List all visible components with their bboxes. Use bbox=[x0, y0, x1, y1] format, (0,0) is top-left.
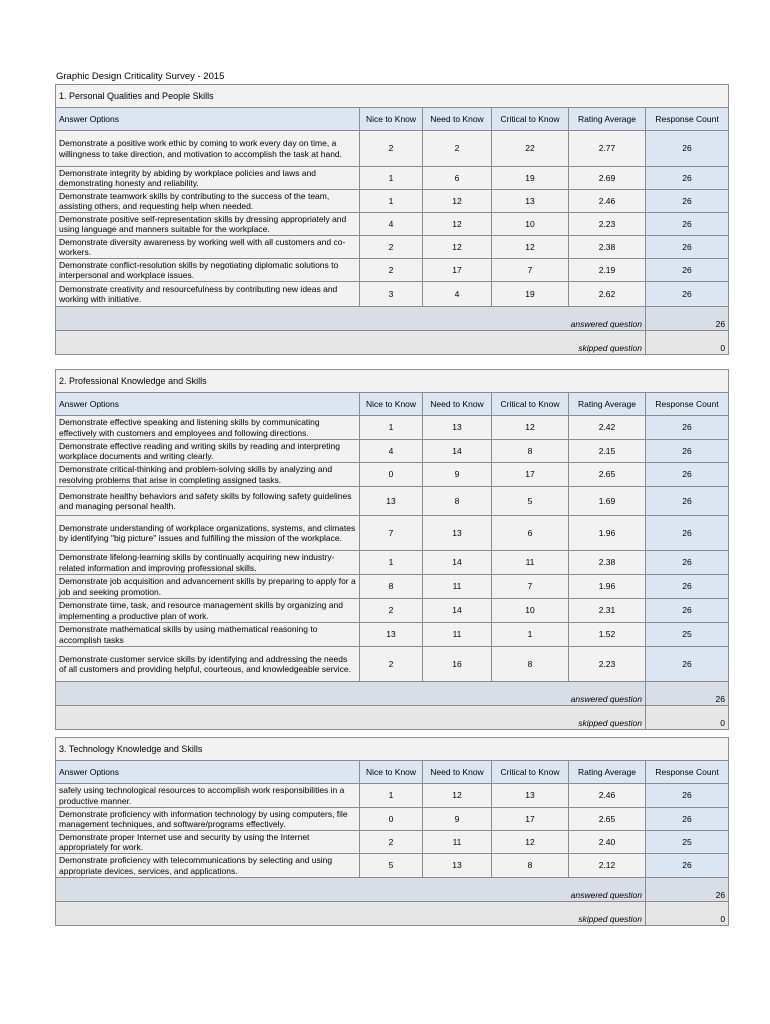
section-professional-knowledge bbox=[55, 369, 728, 730]
answer-option: Demonstrate lifelong-learning skills by continually acquiring new industry-related information and improving professional skills. bbox=[56, 551, 360, 575]
table-row bbox=[56, 213, 729, 236]
answer-option: Demonstrate healthy behaviors and safety skills by following safety guidelines and managing personal health. bbox=[56, 487, 360, 516]
need-to-know-value: 2 bbox=[423, 131, 492, 167]
table-row bbox=[56, 623, 729, 647]
need-to-know-value: 12 bbox=[423, 784, 492, 808]
critical-to-know-value: 6 bbox=[492, 516, 569, 551]
answered-question-count: 26 bbox=[646, 878, 729, 902]
need-to-know-value: 17 bbox=[423, 259, 492, 282]
col-response-count: Response Count bbox=[646, 108, 729, 131]
critical-to-know-value: 13 bbox=[492, 190, 569, 213]
response-count-value: 26 bbox=[646, 487, 729, 516]
table-row bbox=[56, 575, 729, 599]
nice-to-know-value: 13 bbox=[360, 487, 423, 516]
col-response-count: Response Count bbox=[646, 393, 729, 416]
document-title: Graphic Design Criticality Survey - 2015 bbox=[56, 71, 225, 82]
nice-to-know-value: 8 bbox=[360, 575, 423, 599]
nice-to-know-value: 3 bbox=[360, 282, 423, 307]
rating-average-value: 1.69 bbox=[569, 487, 646, 516]
answer-option: Demonstrate proper Internet use and security by using the Internet appropriately for work. bbox=[56, 831, 360, 854]
rating-average-value: 2.65 bbox=[569, 463, 646, 487]
rating-average-value: 2.38 bbox=[569, 551, 646, 575]
critical-to-know-value: 12 bbox=[492, 236, 569, 259]
col-answer-options: Answer Options bbox=[56, 761, 360, 784]
critical-to-know-value: 8 bbox=[492, 647, 569, 682]
answer-option: Demonstrate conflict-resolution skills by negotiating diplomatic solutions to interpersonal and workplace issues. bbox=[56, 259, 360, 282]
col-nice-to-know: Nice to Know bbox=[360, 393, 423, 416]
table-row bbox=[56, 831, 729, 854]
nice-to-know-value: 13 bbox=[360, 623, 423, 647]
nice-to-know-value: 1 bbox=[360, 167, 423, 190]
nice-to-know-value: 2 bbox=[360, 831, 423, 854]
table-row bbox=[56, 487, 729, 516]
table-row bbox=[56, 599, 729, 623]
need-to-know-value: 9 bbox=[423, 808, 492, 831]
answered-question-label: answered question bbox=[56, 307, 646, 331]
need-to-know-value: 12 bbox=[423, 236, 492, 259]
need-to-know-value: 11 bbox=[423, 575, 492, 599]
rating-average-value: 2.46 bbox=[569, 784, 646, 808]
col-rating-average: Rating Average bbox=[569, 393, 646, 416]
response-count-value: 26 bbox=[646, 551, 729, 575]
nice-to-know-value: 1 bbox=[360, 190, 423, 213]
table-row bbox=[56, 647, 729, 682]
section-technology-knowledge bbox=[55, 737, 728, 926]
critical-to-know-value: 12 bbox=[492, 416, 569, 440]
response-count-value: 26 bbox=[646, 647, 729, 682]
skipped-question-label: skipped question bbox=[56, 331, 646, 355]
col-need-to-know: Need to Know bbox=[423, 393, 492, 416]
table-row bbox=[56, 854, 729, 878]
response-count-value: 26 bbox=[646, 190, 729, 213]
col-nice-to-know: Nice to Know bbox=[360, 761, 423, 784]
table-row bbox=[56, 236, 729, 259]
need-to-know-value: 13 bbox=[423, 854, 492, 878]
response-count-value: 26 bbox=[646, 131, 729, 167]
section-title: 1. Personal Qualities and People Skills bbox=[56, 85, 729, 108]
table-row bbox=[56, 516, 729, 551]
nice-to-know-value: 2 bbox=[360, 131, 423, 167]
col-critical-to-know: Critical to Know bbox=[492, 761, 569, 784]
nice-to-know-value: 4 bbox=[360, 440, 423, 463]
response-count-value: 26 bbox=[646, 575, 729, 599]
answer-option: Demonstrate diversity awareness by working well with all customers and co-workers. bbox=[56, 236, 360, 259]
rating-average-value: 1.52 bbox=[569, 623, 646, 647]
need-to-know-value: 11 bbox=[423, 623, 492, 647]
response-count-value: 26 bbox=[646, 259, 729, 282]
response-count-value: 26 bbox=[646, 282, 729, 307]
answer-option: Demonstrate effective reading and writing skills by reading and interpreting workplace documents and writing clearly. bbox=[56, 440, 360, 463]
answer-option: Demonstrate positive self-representation skills by dressing appropriately and using language and manners suitable for the workplace. bbox=[56, 213, 360, 236]
response-count-value: 25 bbox=[646, 623, 729, 647]
answer-option: Demonstrate a positive work ethic by coming to work every day on time, a willingness to take direction, and motivation to accomplish the task at hand. bbox=[56, 131, 360, 167]
critical-to-know-value: 11 bbox=[492, 551, 569, 575]
response-count-value: 26 bbox=[646, 440, 729, 463]
answer-option: Demonstrate proficiency with information technology by using computers, file management techniques, and software/programs effectively. bbox=[56, 808, 360, 831]
answer-option: Demonstrate critical-thinking and problem-solving skills by analyzing and resolving problems that arise in completing assigned tasks. bbox=[56, 463, 360, 487]
need-to-know-value: 12 bbox=[423, 190, 492, 213]
rating-average-value: 2.65 bbox=[569, 808, 646, 831]
col-nice-to-know: Nice to Know bbox=[360, 108, 423, 131]
rating-average-value: 2.31 bbox=[569, 599, 646, 623]
critical-to-know-value: 19 bbox=[492, 167, 569, 190]
critical-to-know-value: 17 bbox=[492, 808, 569, 831]
critical-to-know-value: 10 bbox=[492, 213, 569, 236]
col-critical-to-know: Critical to Know bbox=[492, 108, 569, 131]
nice-to-know-value: 1 bbox=[360, 784, 423, 808]
skipped-question-label: skipped question bbox=[56, 902, 646, 926]
need-to-know-value: 11 bbox=[423, 831, 492, 854]
answered-question-label: answered question bbox=[56, 682, 646, 706]
rating-average-value: 1.96 bbox=[569, 516, 646, 551]
rating-average-value: 2.23 bbox=[569, 647, 646, 682]
answer-option: Demonstrate proficiency with telecommunications by selecting and using appropriate devices, services, and applications. bbox=[56, 854, 360, 878]
rating-average-value: 2.15 bbox=[569, 440, 646, 463]
need-to-know-value: 14 bbox=[423, 599, 492, 623]
rating-average-value: 1.96 bbox=[569, 575, 646, 599]
skipped-question-label: skipped question bbox=[56, 706, 646, 730]
col-need-to-know: Need to Know bbox=[423, 108, 492, 131]
response-count-value: 26 bbox=[646, 167, 729, 190]
response-count-value: 26 bbox=[646, 236, 729, 259]
answer-option: Demonstrate mathematical skills by using mathematical reasoning to accomplish tasks bbox=[56, 623, 360, 647]
nice-to-know-value: 0 bbox=[360, 463, 423, 487]
response-count-value: 26 bbox=[646, 784, 729, 808]
nice-to-know-value: 2 bbox=[360, 647, 423, 682]
need-to-know-value: 9 bbox=[423, 463, 492, 487]
table-row bbox=[56, 416, 729, 440]
need-to-know-value: 13 bbox=[423, 516, 492, 551]
response-count-value: 26 bbox=[646, 516, 729, 551]
rating-average-value: 2.77 bbox=[569, 131, 646, 167]
nice-to-know-value: 4 bbox=[360, 213, 423, 236]
answered-question-count: 26 bbox=[646, 307, 729, 331]
nice-to-know-value: 2 bbox=[360, 236, 423, 259]
rating-average-value: 2.46 bbox=[569, 190, 646, 213]
table-row bbox=[56, 551, 729, 575]
critical-to-know-value: 7 bbox=[492, 575, 569, 599]
skipped-question-count: 0 bbox=[646, 706, 729, 730]
response-count-value: 26 bbox=[646, 808, 729, 831]
table-row bbox=[56, 190, 729, 213]
critical-to-know-value: 8 bbox=[492, 854, 569, 878]
nice-to-know-value: 2 bbox=[360, 599, 423, 623]
table-row bbox=[56, 167, 729, 190]
table-row bbox=[56, 784, 729, 808]
table-row bbox=[56, 463, 729, 487]
rating-average-value: 2.38 bbox=[569, 236, 646, 259]
need-to-know-value: 13 bbox=[423, 416, 492, 440]
critical-to-know-value: 17 bbox=[492, 463, 569, 487]
rating-average-value: 2.42 bbox=[569, 416, 646, 440]
critical-to-know-value: 19 bbox=[492, 282, 569, 307]
nice-to-know-value: 5 bbox=[360, 854, 423, 878]
response-count-value: 26 bbox=[646, 854, 729, 878]
table-row bbox=[56, 259, 729, 282]
need-to-know-value: 14 bbox=[423, 440, 492, 463]
critical-to-know-value: 10 bbox=[492, 599, 569, 623]
rating-average-value: 2.69 bbox=[569, 167, 646, 190]
answer-option: Demonstrate customer service skills by identifying and addressing the needs of all customers and providing helpful, courteous, and knowledgeable service. bbox=[56, 647, 360, 682]
answered-question-label: answered question bbox=[56, 878, 646, 902]
answer-option: Demonstrate understanding of workplace organizations, systems, and climates by identifying "big picture" issues and fulfilling the mission of the workplace. bbox=[56, 516, 360, 551]
col-rating-average: Rating Average bbox=[569, 761, 646, 784]
rating-average-value: 2.12 bbox=[569, 854, 646, 878]
survey-table bbox=[55, 369, 729, 730]
nice-to-know-value: 1 bbox=[360, 551, 423, 575]
answer-option: Demonstrate effective speaking and listening skills by communicating effectively with customers and employees and following directions. bbox=[56, 416, 360, 440]
col-critical-to-know: Critical to Know bbox=[492, 393, 569, 416]
critical-to-know-value: 12 bbox=[492, 831, 569, 854]
section-personal-qualities bbox=[55, 84, 728, 355]
col-answer-options: Answer Options bbox=[56, 393, 360, 416]
answer-option: Demonstrate time, task, and resource management skills by organizing and implementing a productive plan of work. bbox=[56, 599, 360, 623]
need-to-know-value: 16 bbox=[423, 647, 492, 682]
table-row bbox=[56, 131, 729, 167]
skipped-question-count: 0 bbox=[646, 902, 729, 926]
nice-to-know-value: 0 bbox=[360, 808, 423, 831]
col-need-to-know: Need to Know bbox=[423, 761, 492, 784]
answer-option: Demonstrate integrity by abiding by workplace policies and laws and demonstrating honesty and reliability. bbox=[56, 167, 360, 190]
answer-option: Demonstrate creativity and resourcefulness by contributing new ideas and working with initiative. bbox=[56, 282, 360, 307]
critical-to-know-value: 8 bbox=[492, 440, 569, 463]
section-title: 3. Technology Knowledge and Skills bbox=[56, 738, 729, 761]
critical-to-know-value: 22 bbox=[492, 131, 569, 167]
skipped-question-count: 0 bbox=[646, 331, 729, 355]
rating-average-value: 2.19 bbox=[569, 259, 646, 282]
nice-to-know-value: 7 bbox=[360, 516, 423, 551]
table-row bbox=[56, 808, 729, 831]
rating-average-value: 2.23 bbox=[569, 213, 646, 236]
survey-table bbox=[55, 737, 729, 926]
response-count-value: 26 bbox=[646, 599, 729, 623]
answer-option: safely using technological resources to accomplish work responsibilities in a productive manner. bbox=[56, 784, 360, 808]
response-count-value: 26 bbox=[646, 463, 729, 487]
need-to-know-value: 14 bbox=[423, 551, 492, 575]
answer-option: Demonstrate teamwork skills by contributing to the success of the team, assisting others, and requesting help when needed. bbox=[56, 190, 360, 213]
need-to-know-value: 8 bbox=[423, 487, 492, 516]
response-count-value: 26 bbox=[646, 213, 729, 236]
table-row bbox=[56, 440, 729, 463]
critical-to-know-value: 1 bbox=[492, 623, 569, 647]
need-to-know-value: 6 bbox=[423, 167, 492, 190]
section-title: 2. Professional Knowledge and Skills bbox=[56, 370, 729, 393]
critical-to-know-value: 13 bbox=[492, 784, 569, 808]
critical-to-know-value: 5 bbox=[492, 487, 569, 516]
critical-to-know-value: 7 bbox=[492, 259, 569, 282]
table-row bbox=[56, 282, 729, 307]
rating-average-value: 2.62 bbox=[569, 282, 646, 307]
col-answer-options: Answer Options bbox=[56, 108, 360, 131]
rating-average-value: 2.40 bbox=[569, 831, 646, 854]
nice-to-know-value: 1 bbox=[360, 416, 423, 440]
response-count-value: 26 bbox=[646, 416, 729, 440]
need-to-know-value: 4 bbox=[423, 282, 492, 307]
response-count-value: 25 bbox=[646, 831, 729, 854]
answered-question-count: 26 bbox=[646, 682, 729, 706]
need-to-know-value: 12 bbox=[423, 213, 492, 236]
col-rating-average: Rating Average bbox=[569, 108, 646, 131]
nice-to-know-value: 2 bbox=[360, 259, 423, 282]
survey-table bbox=[55, 84, 729, 355]
answer-option: Demonstrate job acquisition and advancement skills by preparing to apply for a job and seeking promotion. bbox=[56, 575, 360, 599]
col-response-count: Response Count bbox=[646, 761, 729, 784]
